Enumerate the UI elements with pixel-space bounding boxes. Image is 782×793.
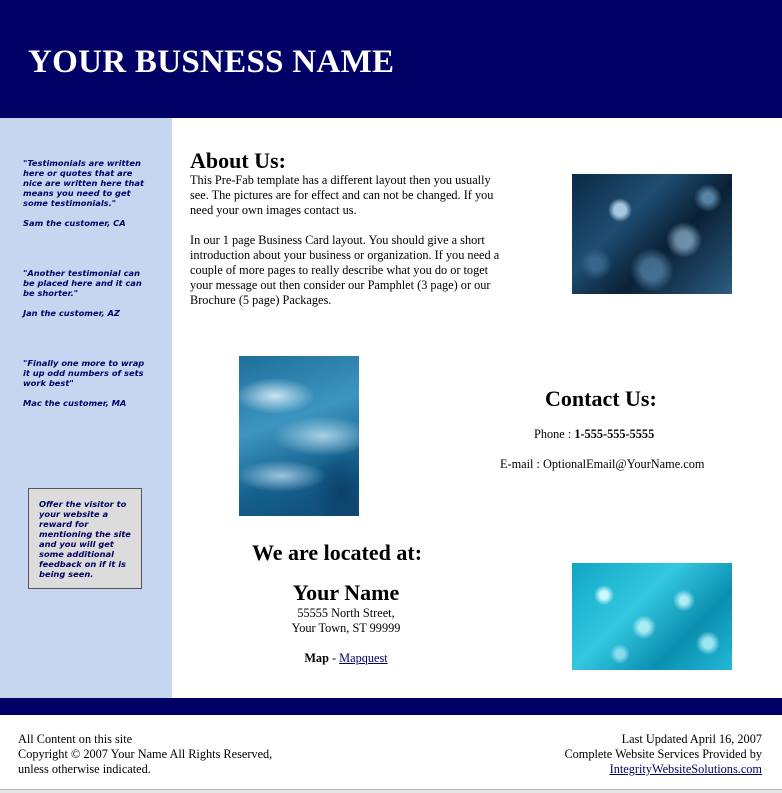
about-text: [190, 173, 508, 308]
testimonial-2: [23, 268, 151, 318]
footer-bar: [0, 698, 782, 715]
map-line: [246, 651, 446, 666]
site-header: [0, 0, 782, 118]
address-street: 55555 North Street,: [297, 606, 395, 620]
address-city: Your Town, ST 99999: [291, 621, 401, 635]
footer-left-line: All Content on this site: [18, 732, 133, 746]
testimonial-quote: "Testimonials are written here or quotes that are nice are written here that means you need to get some testimonials.": [23, 158, 144, 208]
testimonial-quote: "Another testimonial can be placed here and it can be shorter.": [23, 268, 142, 298]
about-paragraph: In our 1 page Business Card layout. You should give a short introduction about your business or organization. If you need a couple of more pages to really describe what you do or toget your message out then consider our Pamphlet (3 page) or our Brochure (5 page) Packages.: [190, 233, 500, 307]
testimonial-1: [23, 158, 151, 228]
phone-label: Phone :: [534, 427, 575, 441]
testimonials-sidebar: [0, 118, 172, 698]
aqua-beads-image: [572, 563, 732, 670]
integrity-website-link[interactable]: IntegrityWebsiteSolutions.com: [609, 762, 762, 776]
about-paragraph: This Pre-Fab template has a different layout then you usually see. The pictures are for effect and can not be changed. If you need your own images contact us.: [190, 173, 494, 217]
offer-box: Offer the visitor to your website a reward for mentioning the site and you will get some additional feedback on if it is being seen.: [28, 488, 142, 589]
address-block: [246, 580, 446, 636]
window-bottom-edge: [0, 789, 782, 793]
phone-line: [534, 427, 654, 442]
email-address: OptionalEmail@YourName.com: [543, 457, 705, 471]
footer-right-line: Last Updated April 16, 2007: [621, 732, 762, 746]
footer-copyright: [18, 732, 272, 777]
water-droplets-image: [572, 174, 732, 294]
footer-left-line: Copyright © 2007 Your Name All Rights Reserved,: [18, 747, 273, 761]
location-heading: We are located at:: [252, 540, 423, 565]
testimonial-3: [23, 358, 151, 408]
about-heading: About Us:: [190, 148, 286, 173]
footer-left-line: unless otherwise indicated.: [18, 762, 151, 776]
business-name-title: YOUR BUSNESS NAME: [28, 44, 395, 80]
blue-waves-image: [239, 356, 359, 516]
footer-right-line: Complete Website Services Provided by: [564, 747, 762, 761]
contact-heading: Contact Us:: [545, 386, 657, 411]
testimonial-author: Mac the customer, MA: [23, 398, 127, 408]
email-line: [500, 457, 704, 472]
testimonial-author: Sam the customer, CA: [23, 218, 126, 228]
mapquest-link[interactable]: Mapquest: [339, 651, 388, 665]
testimonial-quote: "Finally one more to wrap it up odd numbers of sets work best": [23, 358, 145, 388]
phone-number: 1-555-555-5555: [574, 427, 655, 441]
email-label: E-mail :: [500, 457, 544, 471]
map-label: Map: [304, 651, 329, 665]
testimonial-author: Jan the customer, AZ: [23, 308, 120, 318]
map-separator: -: [328, 651, 340, 665]
address-name: Your Name: [292, 580, 400, 605]
footer-credits: [564, 732, 762, 777]
